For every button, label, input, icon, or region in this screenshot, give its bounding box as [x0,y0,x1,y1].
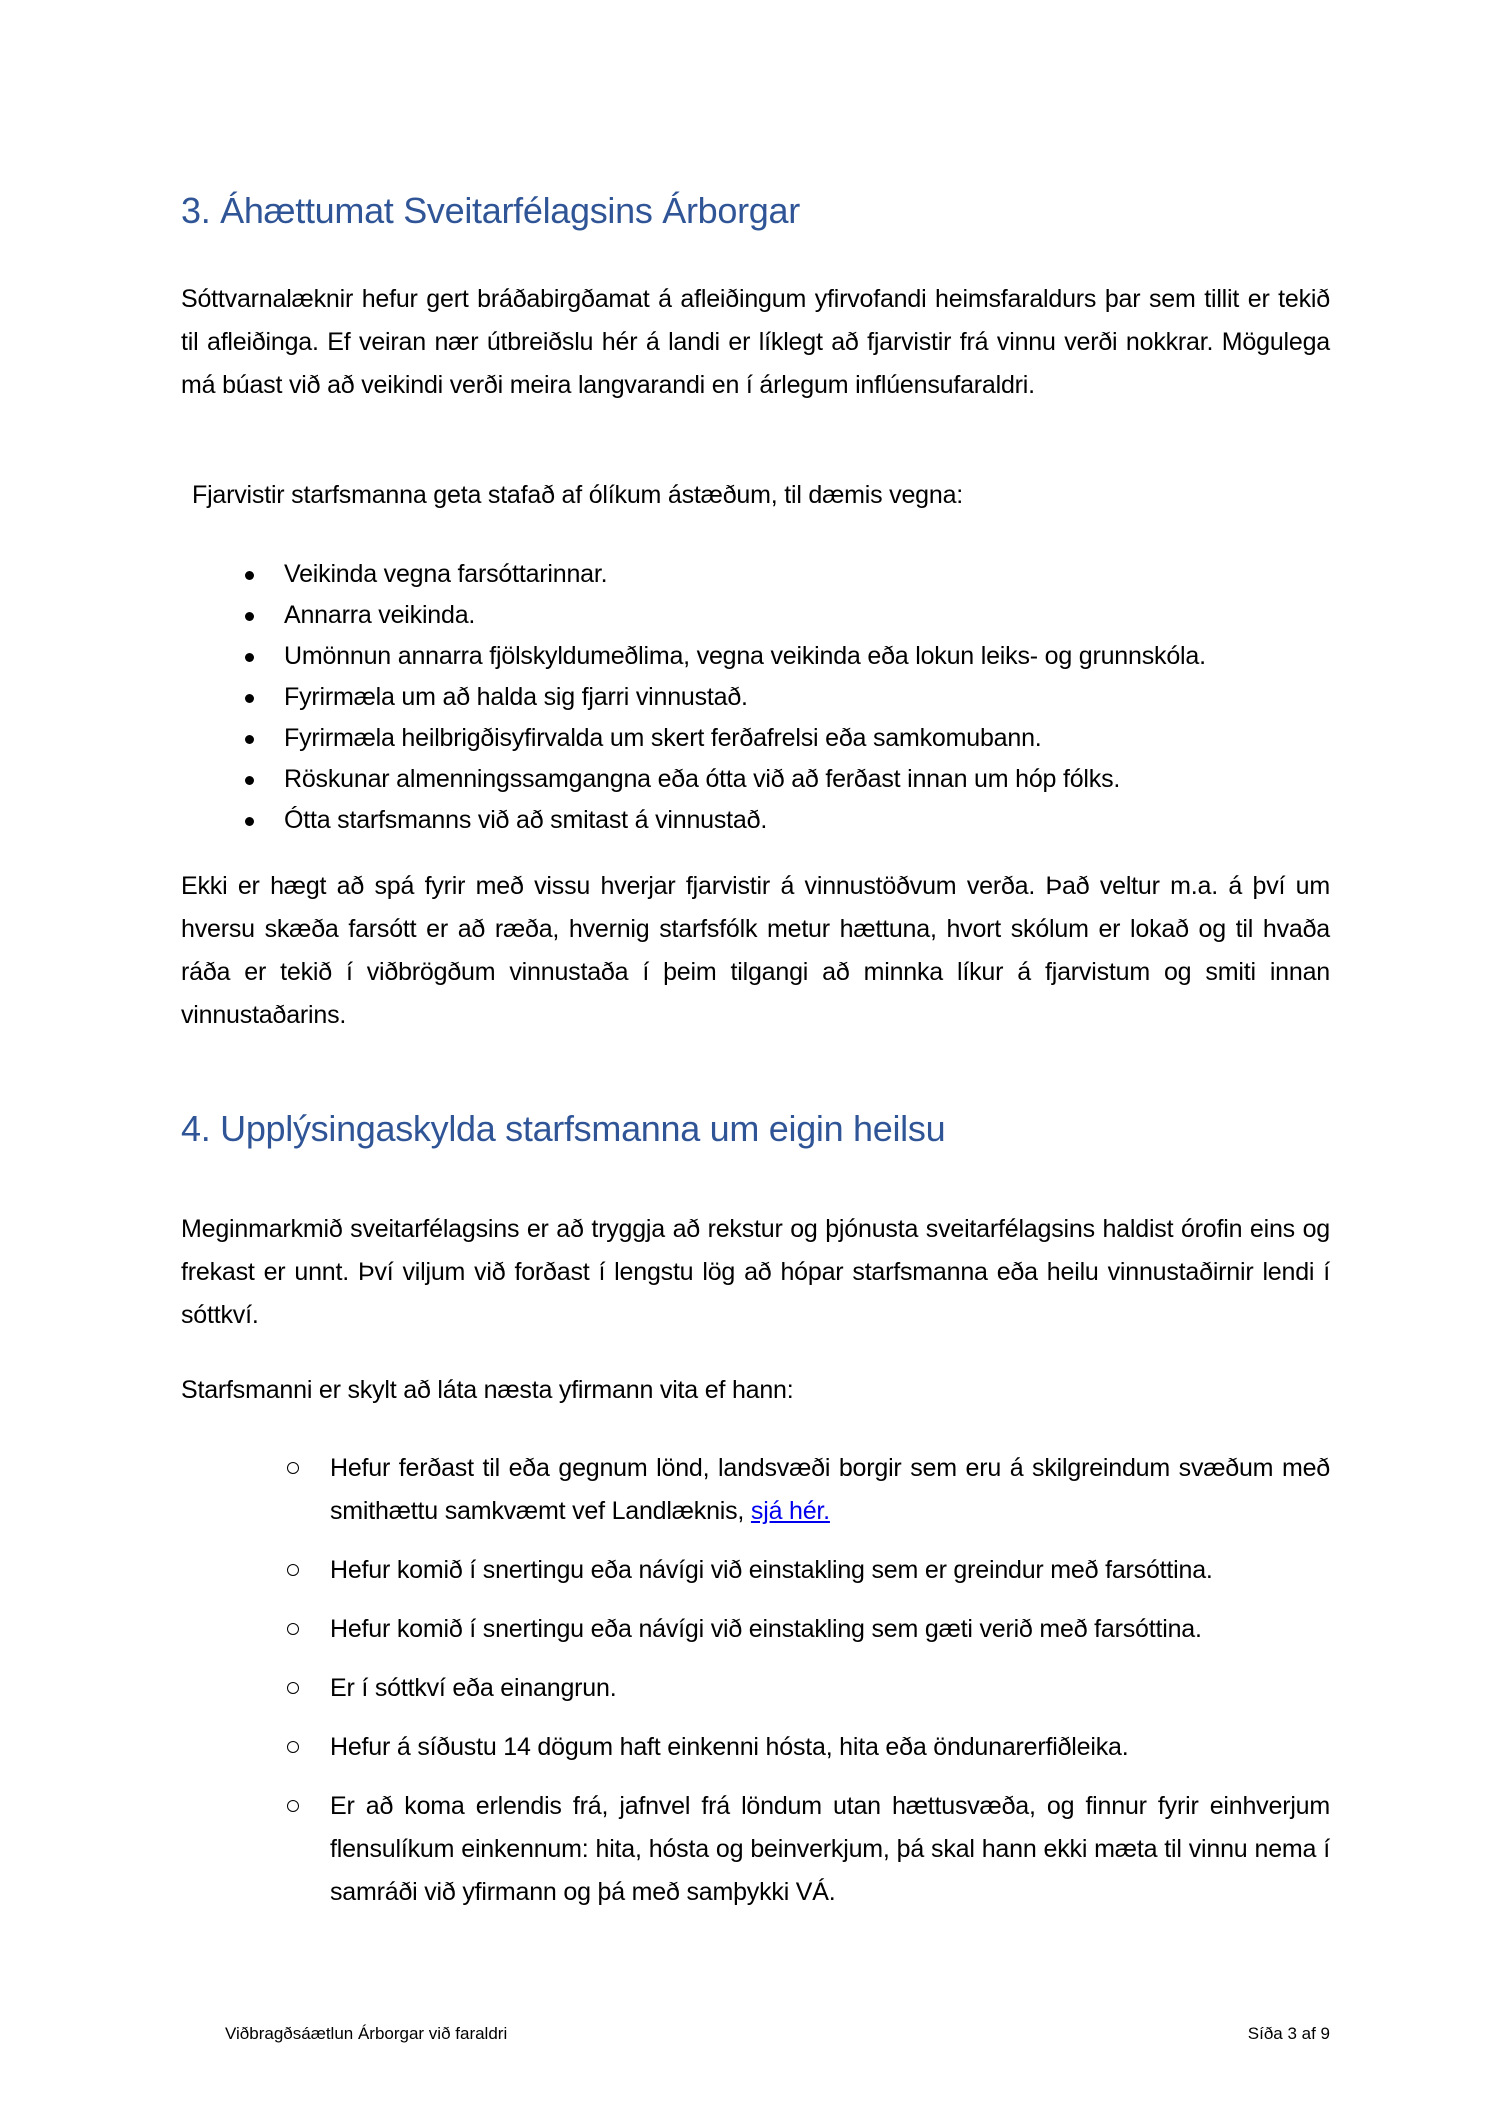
list-item: Röskunar almenningssamgangna eða ótta við að ferðast innan um hóp fólks. [245,759,1206,800]
section-4-intro: Meginmarkmið sveitarfélagsins er að tryggja að rekstur og þjónusta sveitarfélagsins haldist órofin eins og frekast er unnt. Því viljum við forðast í lengstu lög að hópar starfsmanna eða heilu vinnustaðirnir lendi í sóttkví. [181,1215,1330,1329]
list-item [293,1447,1330,1533]
list-item: Annarra veikinda. [245,595,1206,636]
section-4-heading: 4. Upplýsingaskylda starfsmanna um eigin heilsu [181,1108,946,1149]
section-4-lead: Starfsmanni er skylt að láta næsta yfirmann vita ef hann: [181,1376,794,1404]
list-item: Er í sóttkví eða einangrun. [293,1667,1330,1710]
list-item: Veikinda vegna farsóttarinnar. [245,554,1206,595]
list-item: Hefur komið í snertingu eða návígi við einstakling sem er greindur með farsóttina. [293,1549,1330,1592]
footer-document-title: Viðbragðsáætlun Árborgar við faraldri [225,2024,508,2043]
footer-page-number: Síða 3 af 9 [1247,2024,1330,2043]
list-item: Hefur á síðustu 14 dögum haft einkenni hósta, hita eða öndunarerfiðleika. [293,1726,1330,1769]
list-item: Er að koma erlendis frá, jafnvel frá löndum utan hættusvæða, og finnur fyrir einhverjum flensulíkum einkennum: hita, hósta og beinverkjum, þá skal hann ekki mæta til vinnu nema í samráði við yfirmann og þá með samþykki VÁ. [293,1785,1330,1914]
see-here-link[interactable]: sjá hér. [750,1497,830,1525]
reporting-conditions-list [293,1447,1330,1930]
list-item: Ótta starfsmanns við að smitast á vinnustað. [245,800,1206,841]
list-item: Umönnun annarra fjölskyldumeðlima, vegna veikinda eða lokun leiks- og grunnskóla. [245,636,1206,677]
section-3-heading: 3. Áhættumat Sveitarfélagsins Árborgar [181,190,800,231]
section-3-lead: Fjarvistir starfsmanna geta stafað af ólíkum ástæðum, til dæmis vegna: [192,481,964,509]
list-item-text: Hefur ferðast til eða gegnum lönd, landsvæði borgir sem eru á skilgreindum svæðum með smithættu samkvæmt vef Landlæknis, [330,1454,1330,1525]
list-item: Fyrirmæla um að halda sig fjarri vinnustað. [245,677,1206,718]
list-item: Hefur komið í snertingu eða návígi við einstakling sem gæti verið með farsóttina. [293,1608,1330,1651]
section-3-intro: Sóttvarnalæknir hefur gert bráðabirgðamat á afleiðingum yfirvofandi heimsfaraldurs þar sem tillit er tekið til afleiðinga. Ef veiran nær útbreiðslu hér á landi er líklegt að fjarvistir frá vinnu verði nokkrar. Mögulega má búast við að veikindi verði meira langvarandi en í árlegum inflúensufaraldri. [181,285,1330,399]
absence-reasons-list [245,554,1206,841]
list-item: Fyrirmæla heilbrigðisyfirvalda um skert ferðafrelsi eða samkomubann. [245,718,1206,759]
section-3-closing: Ekki er hægt að spá fyrir með vissu hverjar fjarvistir á vinnustöðvum verða. Það veltur m.a. á því um hversu skæða farsótt er að ræða, hvernig starfsfólk metur hættuna, hvort skólum er lokað og til hvaða ráða er tekið í viðbrögðum vinnustaða í þeim tilgangi að minnka líkur á fjarvistum og smiti innan vinnustaðarins. [181,872,1330,1029]
